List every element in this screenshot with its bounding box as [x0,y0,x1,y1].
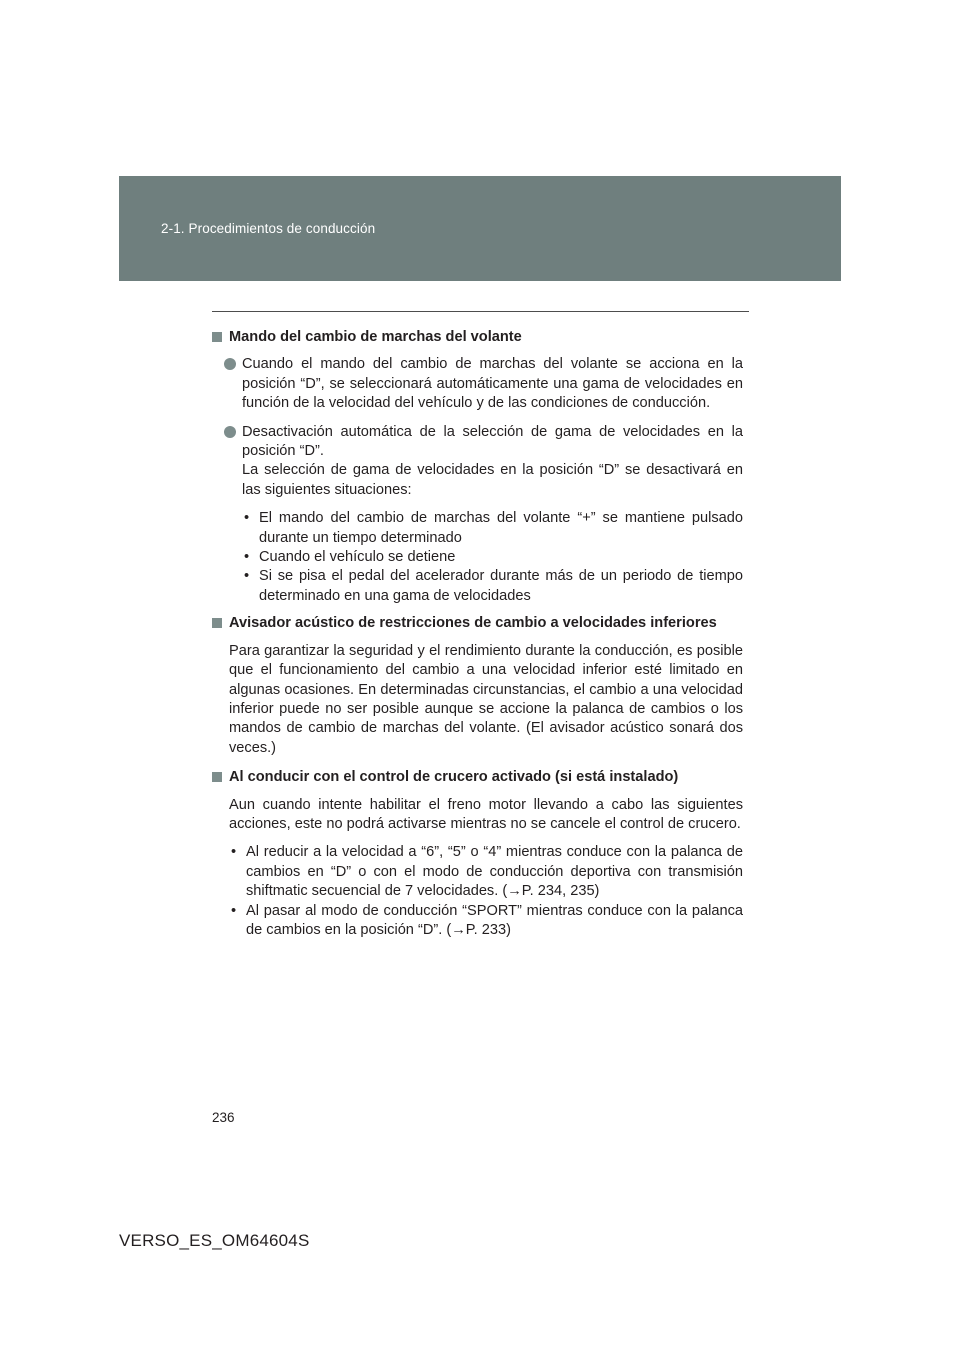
circle-bullet-icon [224,426,236,438]
list-item: Desactivación automática de la selección de gama de velocidades en la posición “D”. [212,423,743,462]
page-number: 236 [212,1110,235,1125]
list-item: • Cuando el vehículo se detiene [242,548,743,567]
paragraph: Para garantizar la seguridad y el rendimiento durante la conducción, es posible que el funcionamiento del cambio a una velocidad inferior esté limitado en algunas ocasiones. En determinadas circunstancias, el cambio a una velocidad inferior puede no ser posible aunque se accione la palanca de cambios o los mandos de cambio de marchas del volante. (El avisador acústico sonará dos veces.) [229,642,743,756]
list-item: • Al reducir a la velocidad a “6”, “5” o “4” mientras conduce con la palanca de cambios en “D” o con el modo de conducción deportiva con transmisión shiftmatic secuencial de 7 velocidades. (→P. 234, 235) [231,844,743,900]
bullet-glyph: • [231,844,237,861]
document-code: VERSO_ES_OM64604S [119,1231,310,1250]
list-item: • El mando del cambio de marchas del volante “+” se mantiene pulsado durante un tiempo determinado [244,510,743,546]
section-heading: Mando del cambio de marchas del volante [212,328,743,347]
bullet-glyph: • [231,902,237,919]
divider-line [212,311,749,312]
square-bullet-icon [212,332,222,342]
bullet-list [242,509,743,606]
header-band [119,176,841,281]
section-heading: Avisador acústico de restricciones de cambio a velocidades inferiores [212,614,743,633]
bullet-glyph: • [244,568,250,585]
square-bullet-icon [212,772,222,782]
list-item: • Al pasar al modo de conducción “SPORT” mientras conduce con la palanca de cambios en la posición “D”. (→P. 233) [231,902,743,938]
square-bullet-icon [212,618,222,628]
list-item: Cuando el mando del cambio de marchas del volante se acciona en la posición “D”, se seleccionará automáticamente una gama de velocidades en función de la velocidad del vehículo y de las condiciones de conducción. [212,355,743,413]
section-heading: Al conducir con el control de crucero activado (si está instalado) [212,768,743,787]
list-item: • Si se pisa el pedal del acelerador durante más de un periodo de tiempo determinado en una gama de velocidades [244,568,743,604]
paragraph: La selección de gama de velocidades en la posición “D” se desactivará en las siguientes situaciones: [242,462,743,498]
bullet-glyph: • [244,549,250,566]
paragraph: Aun cuando intente habilitar el freno motor llevando a cabo las siguientes acciones, este no podrá activarse mientras no se cancele el control de crucero. [229,796,743,832]
circle-bullet-icon [224,358,236,370]
bullet-list [229,843,743,940]
section-title: 2-1. Procedimientos de conducción [161,221,376,236]
bullet-glyph: • [244,510,250,527]
main-content [212,328,743,948]
